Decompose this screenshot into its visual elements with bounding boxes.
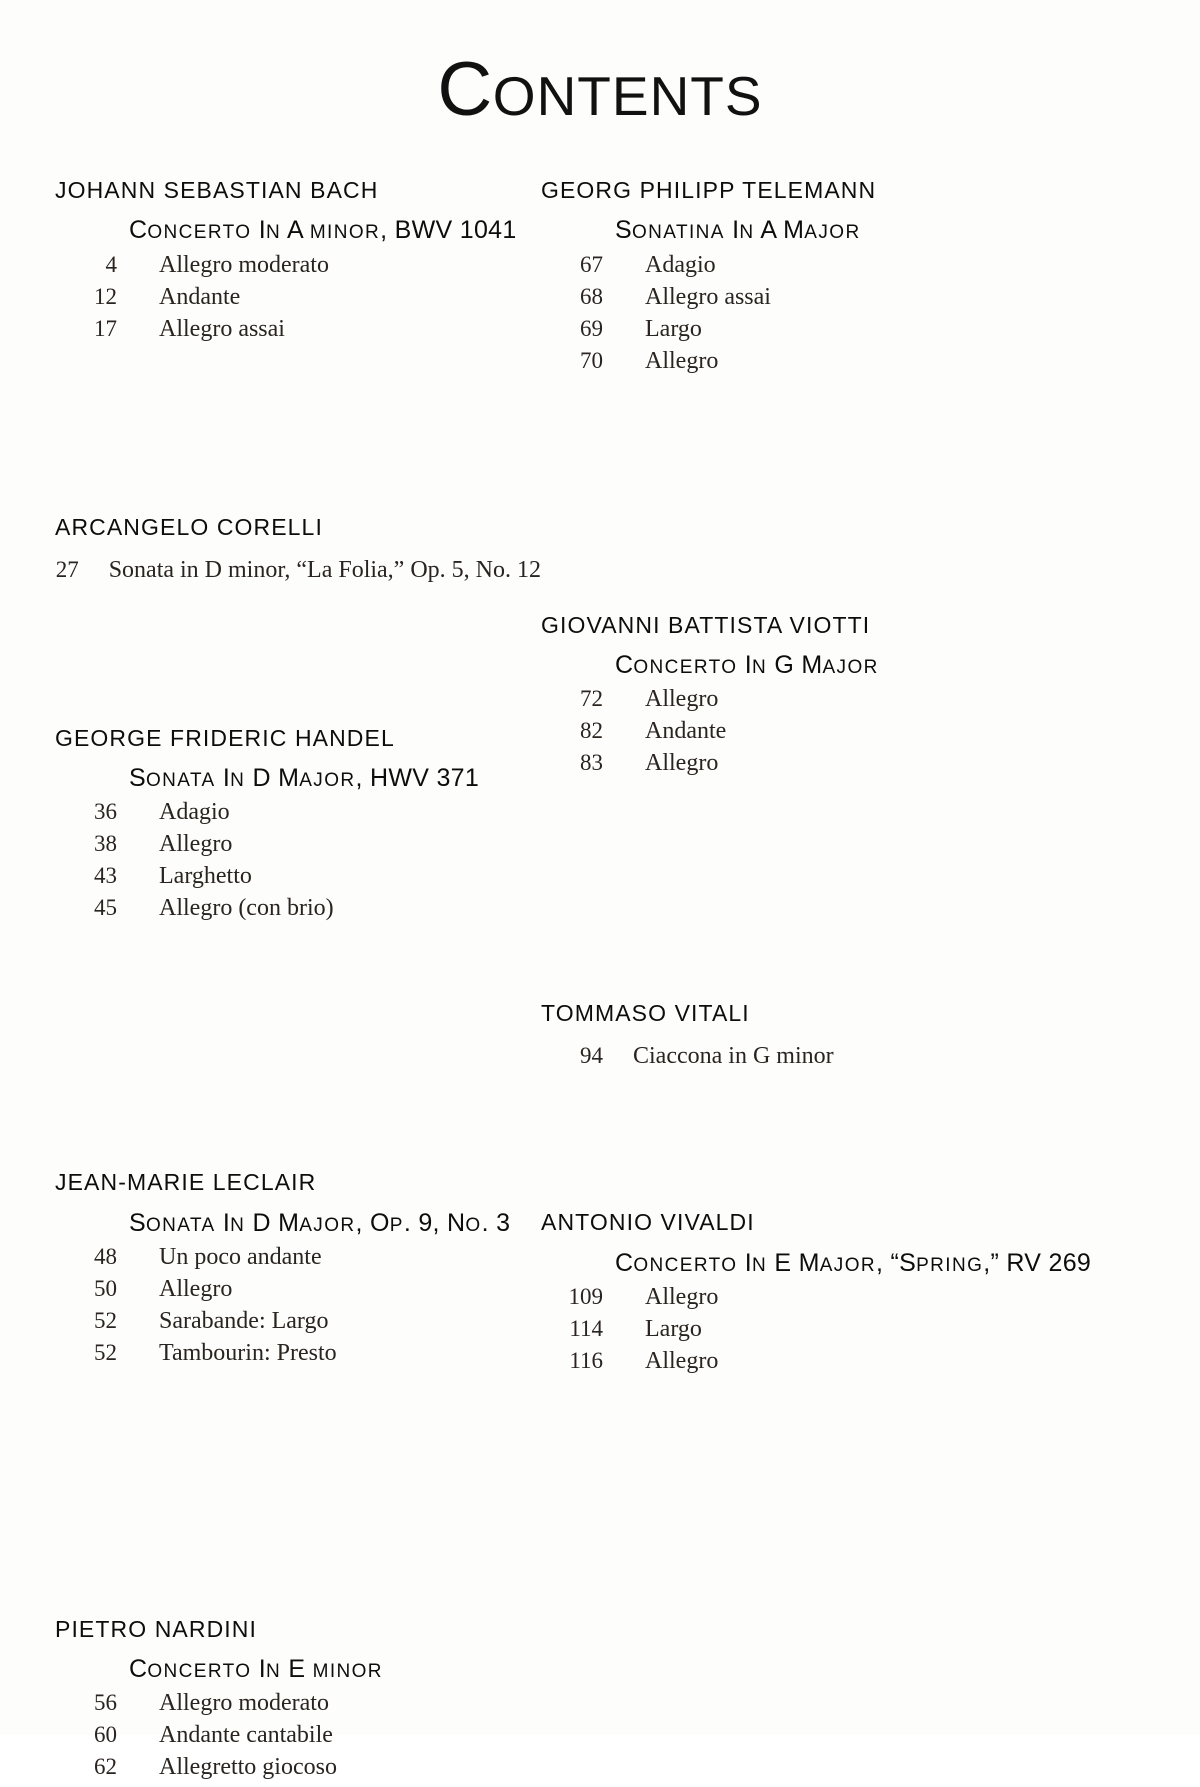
movement-row[interactable] (55, 1277, 541, 1301)
composer-block (541, 613, 1027, 776)
movement-page-number: 38 (94, 831, 117, 857)
work-title (129, 1656, 541, 1682)
movement-row[interactable] (541, 285, 1027, 309)
work-title-smallcap: N (265, 222, 282, 244)
work-title (615, 652, 1027, 678)
movement-list (541, 253, 1027, 373)
movement-row[interactable] (541, 317, 1027, 341)
composer-name: ARCANGELO CORELLI (55, 513, 323, 540)
work-title-smallcap: AJOR (804, 222, 861, 244)
work-title-smallcap: ONCERTO (633, 1254, 738, 1276)
work-title-cap: G (767, 650, 795, 679)
movement-title: Sonata in D minor, “La Folia,” Op. 5, No. 12 (108, 556, 541, 583)
movement-page-number: 67 (580, 251, 603, 277)
work-title-cap: . 9, N (403, 1208, 466, 1237)
movement-title: Allegro moderato (159, 251, 329, 278)
work-title-cap: E (767, 1248, 792, 1277)
composer-block (541, 1001, 1027, 1068)
work-title-smallcap: O (465, 1214, 482, 1236)
composer-block (55, 178, 541, 341)
work-title-cap: , “S (876, 1248, 917, 1277)
work-title-cap: ,” RV 269 (983, 1248, 1092, 1277)
composer-name: GEORGE FRIDERIC HANDEL (55, 724, 395, 751)
movement-title: Allegro (645, 1283, 719, 1310)
movement-page-number: 12 (94, 283, 117, 309)
work-title-cap (303, 216, 310, 244)
movement-title: Allegro (con brio) (159, 895, 334, 922)
work-title-smallcap: AJOR (299, 770, 356, 792)
work-title-smallcap: ONCERTO (147, 1661, 252, 1683)
composer-name: ANTONIO VIVALDI (541, 1209, 755, 1236)
movement-title: Largo (645, 1315, 702, 1342)
movement-title: Sarabande: Largo (159, 1307, 329, 1334)
work-title-cap: , HWV 371 (355, 764, 480, 793)
movement-title: Larghetto (159, 863, 252, 890)
toc-column-left (55, 178, 541, 1787)
movement-list (55, 800, 541, 920)
movement-page-number: 82 (580, 718, 603, 744)
work-title-cap: E (281, 1655, 306, 1684)
work-title-cap: M (794, 650, 823, 679)
movement-row[interactable] (541, 1317, 1027, 1341)
movement-row[interactable] (541, 349, 1027, 373)
movement-row[interactable] (55, 896, 541, 920)
movement-title: Andante (645, 718, 727, 745)
work-title-cap: , BWV 1041 (380, 216, 517, 245)
movement-page-number: 68 (580, 283, 603, 309)
work-title-cap: . 3 (481, 1208, 511, 1237)
movement-page-number: 94 (580, 1043, 603, 1069)
movement-list (55, 253, 541, 341)
movement-title: Allegro (645, 686, 719, 713)
movement-title: Un poco andante (159, 1243, 322, 1270)
movement-title: Allegro assai (159, 315, 285, 342)
movement-list (541, 1285, 1027, 1373)
work-title-smallcap: N (739, 222, 755, 244)
movement-row[interactable] (55, 558, 541, 582)
movement-row[interactable] (541, 1349, 1027, 1373)
movement-row[interactable] (541, 687, 1027, 711)
work-title-smallcap: ONCERTO (633, 656, 738, 678)
movement-list (541, 1044, 1027, 1068)
work-title-smallcap: AJOR (822, 656, 879, 678)
work-title (615, 1248, 1092, 1277)
movement-page-number: 70 (580, 347, 603, 373)
movement-row[interactable] (55, 800, 541, 824)
work-title-smallcap: ONATINA (631, 222, 725, 244)
work-title-cap: I (737, 650, 752, 679)
movement-title: Ciaccona in G minor (633, 1043, 834, 1070)
movement-title: Tambourin: Presto (159, 1339, 337, 1366)
movement-title: Allegro (159, 831, 233, 858)
work-title-cap: M (270, 1208, 300, 1237)
work-title-cap: A (281, 216, 303, 245)
page-title-rest: ONTENTS (492, 65, 763, 127)
work-title-smallcap: PRING (916, 1254, 984, 1276)
movement-title: Adagio (159, 799, 230, 826)
work-title-smallcap: ONCERTO (147, 222, 252, 244)
movement-row[interactable] (55, 1341, 541, 1365)
work-title-smallcap: ONATA (145, 1214, 216, 1236)
movement-row[interactable] (55, 1755, 541, 1779)
work-title-smallcap: N (265, 1661, 282, 1683)
movement-title: Allegro moderato (159, 1690, 329, 1717)
work-title-cap: C (615, 650, 634, 679)
composer-block (541, 1209, 1092, 1374)
movement-row[interactable] (55, 253, 541, 277)
work-title-cap: D (245, 764, 271, 793)
movement-list (55, 1691, 541, 1779)
composer-name: TOMMASO VITALI (541, 1000, 750, 1027)
work-title-cap: S (129, 1208, 146, 1237)
composer-block (541, 178, 1027, 373)
work-title-smallcap: MINOR (309, 222, 381, 244)
work-title-cap: D (245, 1208, 271, 1237)
movement-title: Allegretto giocoso (159, 1754, 337, 1781)
movement-page-number: 48 (94, 1243, 117, 1269)
movement-row[interactable] (541, 1044, 1027, 1068)
composer-block (55, 1170, 541, 1365)
work-title-cap: C (129, 1655, 148, 1684)
movement-title: Allegro assai (645, 283, 771, 310)
movement-row[interactable] (55, 864, 541, 888)
work-title-cap: I (251, 216, 266, 245)
work-title-smallcap: N (230, 770, 246, 792)
work-title-cap: M (270, 764, 300, 793)
movement-row[interactable] (55, 1309, 541, 1333)
movement-page-number: 4 (105, 251, 117, 277)
movement-page-number: 62 (94, 1754, 117, 1780)
movement-row[interactable] (55, 1691, 541, 1715)
work-title-cap: S (129, 764, 146, 793)
work-title-cap: I (737, 1248, 752, 1277)
movement-row[interactable] (55, 1245, 541, 1269)
work-title (615, 217, 1027, 243)
toc-columns (0, 178, 1200, 1787)
movement-page-number: 83 (580, 750, 603, 776)
work-title-smallcap: N (751, 1254, 768, 1276)
movement-page-number: 109 (568, 1283, 603, 1309)
movement-title: Andante (159, 283, 241, 310)
composer-name: PIETRO NARDINI (55, 1615, 257, 1642)
composer-block (55, 515, 541, 582)
movement-list (55, 1245, 541, 1365)
work-title-cap: I (251, 1655, 266, 1684)
movement-page-number: 69 (580, 315, 603, 341)
composer-block (55, 726, 541, 921)
movement-page-number: 36 (94, 799, 117, 825)
movement-page-number: 45 (94, 895, 117, 921)
work-title (129, 217, 541, 243)
movement-row[interactable] (541, 719, 1027, 743)
work-title-smallcap: AJOR (299, 1214, 356, 1236)
movement-title: Allegro (645, 347, 719, 374)
movement-row[interactable] (541, 253, 1027, 277)
movement-page-number: 72 (580, 686, 603, 712)
work-title-cap: C (129, 216, 148, 245)
composer-name: JOHANN SEBASTIAN BACH (55, 177, 379, 203)
composer-name: GEORG PHILIPP TELEMANN (541, 177, 877, 203)
movement-row[interactable] (541, 751, 1027, 775)
work-title-cap: M (791, 1248, 820, 1277)
work-title-cap: A (754, 216, 776, 245)
work-title-cap: M (775, 216, 805, 245)
movement-page-number: 52 (94, 1307, 117, 1333)
movement-title: Andante cantabile (159, 1722, 333, 1749)
movement-row[interactable] (55, 832, 541, 856)
work-title-smallcap: N (230, 1214, 246, 1236)
movement-list (55, 558, 541, 582)
work-title-cap: , O (355, 1208, 390, 1237)
movement-title: Largo (645, 315, 702, 342)
movement-page-number: 17 (94, 315, 117, 341)
work-title (129, 765, 541, 791)
movement-title: Allegro (645, 750, 719, 777)
work-title-cap: I (215, 764, 231, 793)
movement-title: Adagio (645, 251, 716, 278)
movement-page-number: 116 (569, 1347, 603, 1373)
movement-page-number: 27 (55, 556, 79, 582)
work-title-cap (305, 1655, 312, 1683)
movement-list (541, 687, 1027, 775)
work-title-smallcap: ONATA (145, 770, 216, 792)
work-title-cap: I (215, 1208, 231, 1237)
movement-title: Allegro (645, 1347, 719, 1374)
page-title (0, 0, 1200, 132)
movement-page-number: 50 (94, 1275, 117, 1301)
work-title-cap: S (615, 216, 632, 245)
work-title-smallcap: MINOR (312, 1661, 383, 1683)
composer-block (55, 1617, 541, 1780)
work-title-cap: C (615, 1248, 634, 1277)
composer-name: JEAN-MARIE LECLAIR (55, 1169, 317, 1196)
page-title-lead: C (437, 47, 493, 132)
movement-row[interactable] (541, 1285, 1027, 1309)
movement-page-number: 43 (94, 863, 117, 889)
work-title-smallcap: N (751, 656, 768, 678)
movement-page-number: 60 (94, 1722, 117, 1748)
movement-row[interactable] (55, 1723, 541, 1747)
work-title-cap: I (724, 216, 740, 245)
work-title-smallcap: AJOR (819, 1254, 876, 1276)
movement-row[interactable] (55, 285, 541, 309)
movement-page-number: 52 (94, 1339, 117, 1365)
movement-page-number: 56 (94, 1690, 117, 1716)
work-title (129, 1210, 541, 1236)
work-title-smallcap: P (389, 1214, 404, 1236)
toc-column-right (541, 177, 1092, 1787)
movement-row[interactable] (55, 317, 541, 341)
movement-page-number: 114 (569, 1315, 603, 1341)
movement-title: Allegro (159, 1275, 233, 1302)
composer-name: GIOVANNI BATTISTA VIOTTI (541, 611, 871, 638)
